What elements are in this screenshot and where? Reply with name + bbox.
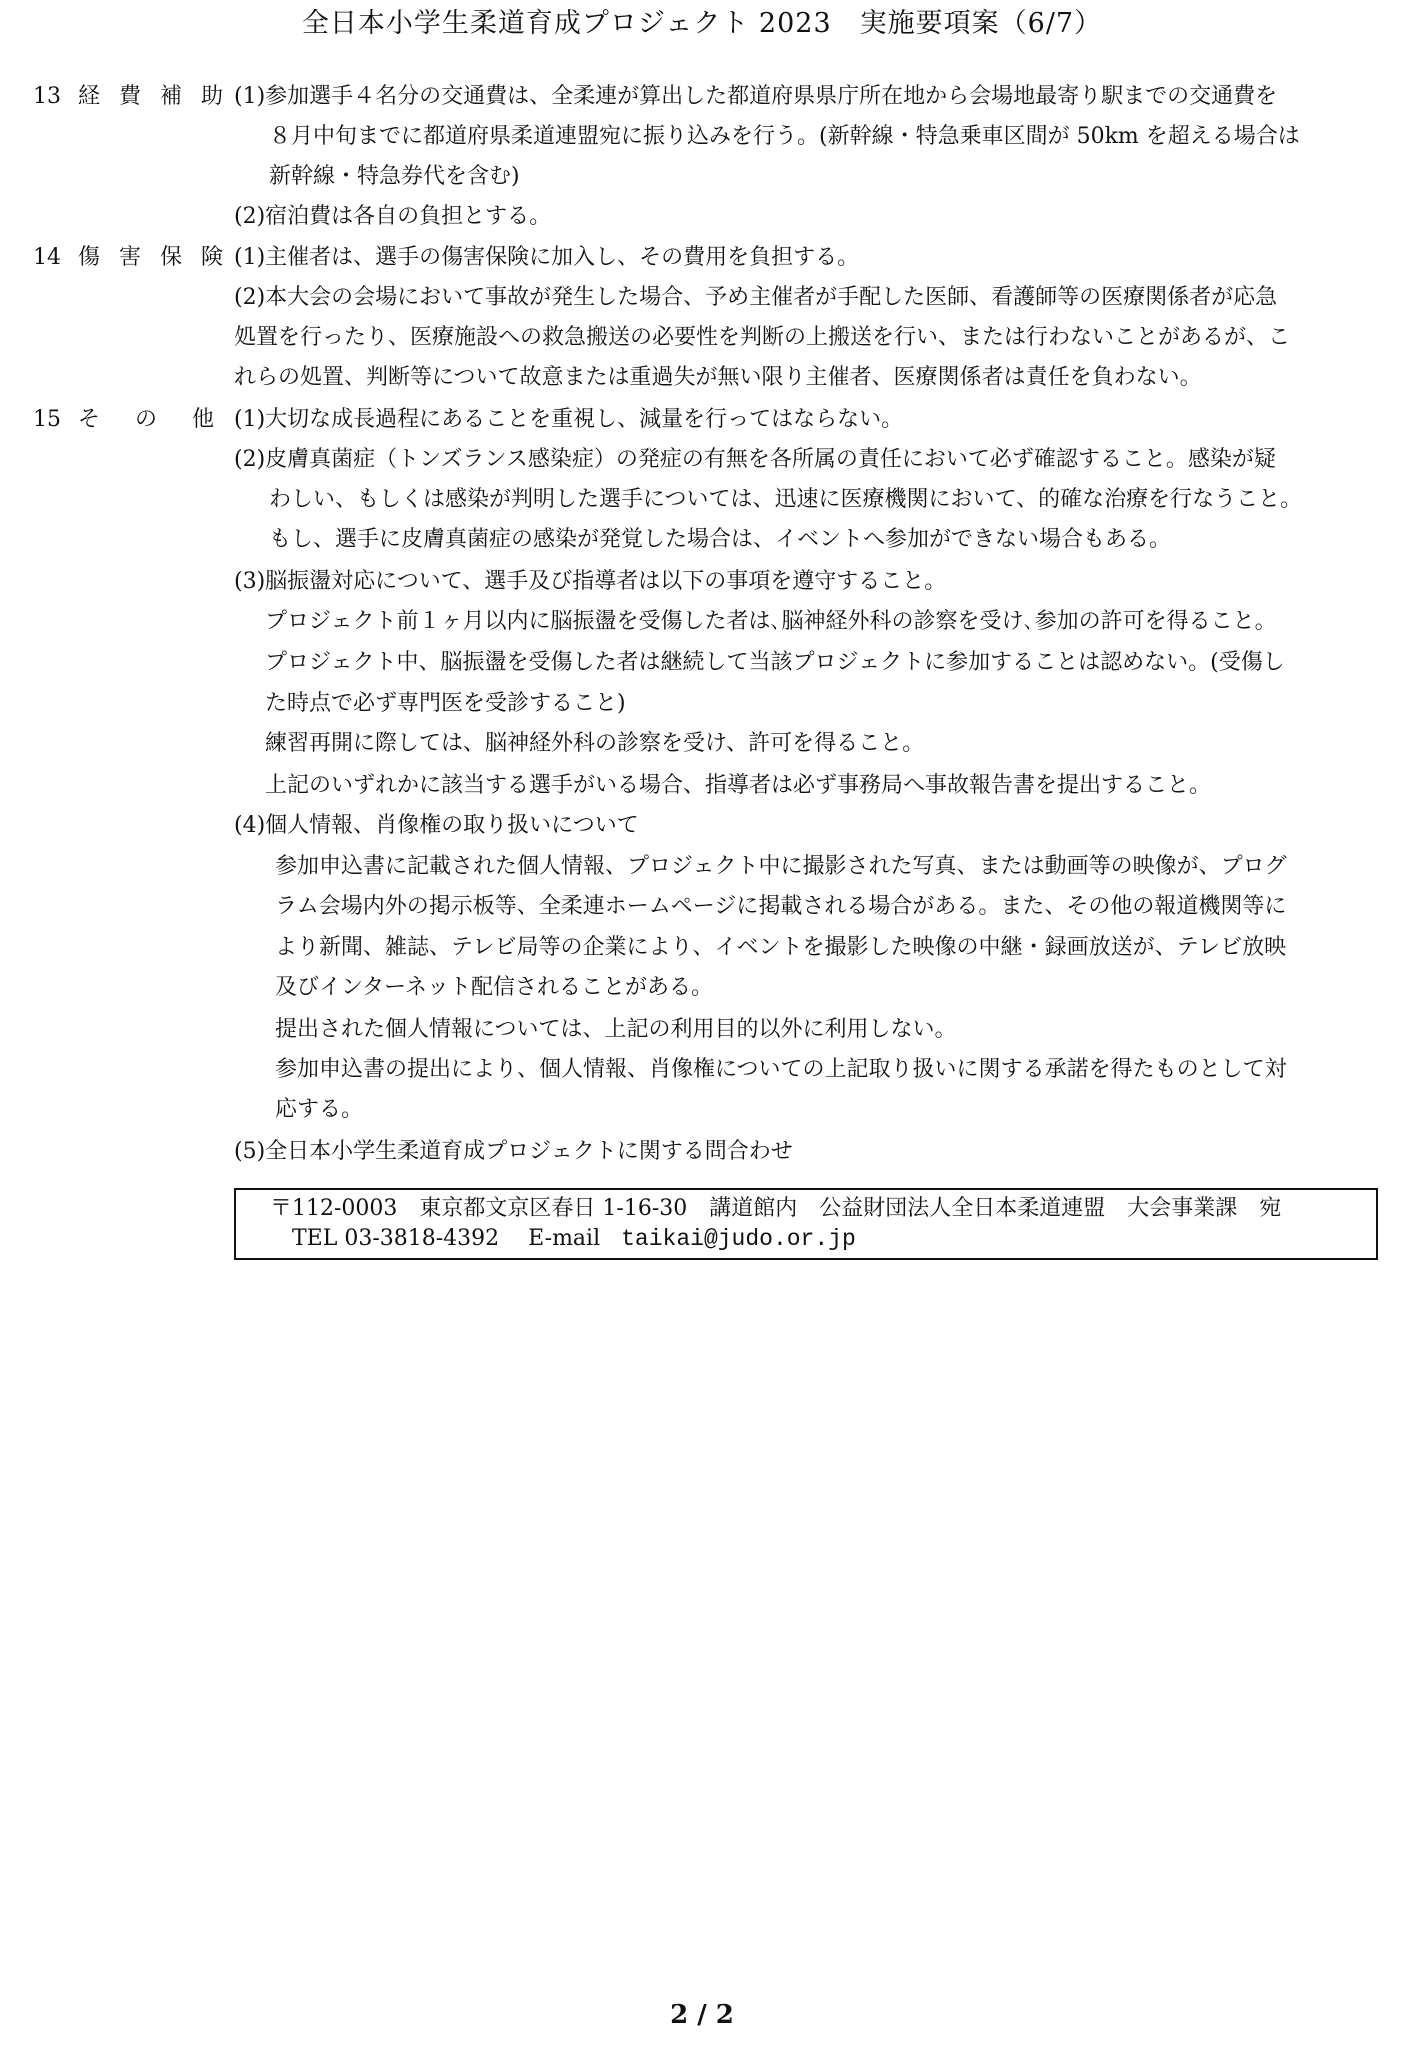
section-line: ラム会場内外の掲示板等、全柔連ホームページに掲載される場合がある。また、その他の報道機関等に	[275, 894, 1287, 919]
section-line: 提出された個人情報については、上記の利用目的以外に利用しない。	[275, 1017, 957, 1042]
section-label: そ の 他	[78, 407, 228, 432]
section-14-heading-row	[0, 238, 1404, 278]
section-line: た時点で必ず専門医を受診すること)	[265, 691, 626, 716]
contact-tel: TEL 03-3818-4392 E-mail	[292, 1226, 601, 1251]
section-line: 上記のいずれかに該当する選手がいる場合、指導者は必ず事務局へ事故報告書を提出すること。	[265, 773, 1212, 798]
section-line: れらの処置、判断等について故意または重過失が無い限り主催者、医療関係者は責任を負わない。	[234, 365, 1202, 390]
section-line: 新幹線・特急券代を含む)	[269, 164, 520, 189]
section-line: より新聞、雑誌、テレビ局等の企業により、イベントを撮影した映像の中継・録画放送が、テレビ放映	[275, 935, 1287, 960]
contact-tel-line	[292, 1224, 856, 1254]
contact-box	[234, 1188, 1378, 1260]
page-number: 2 / 2	[670, 2000, 734, 2030]
section-line: プロジェクト前１ヶ月以内に脳振盪を受傷した者は､脳神経外科の診察を受け､参加の許可を得ること。	[265, 609, 1277, 634]
section-line: ８月中旬までに都道府県柔道連盟宛に振り込みを行う。(新幹線・特急乗車区間が 50km を超える場合は	[269, 124, 1300, 149]
section-line: 応する。	[275, 1097, 364, 1122]
section-line: 参加申込書の提出により、個人情報、肖像権についての上記取り扱いに関する承諾を得たものとして対	[275, 1057, 1287, 1082]
section-line: (2)皮膚真菌症（トンズランス感染症）の発症の有無を各所属の責任において必ず確認すること。感染が疑	[234, 447, 1276, 472]
section-line: (1)参加選手４名分の交通費は、全柔連が算出した都道府県県庁所在地から会場地最寄り駅までの交通費を	[234, 84, 1278, 109]
section-13-heading-row	[0, 77, 1404, 117]
contact-address: 〒112-0003 東京都文京区春日 1-16-30 講道館内 公益財団法人全日本柔道連盟 大会事業課 宛	[270, 1196, 1282, 1221]
section-label: 傷 害 保 険	[78, 245, 229, 270]
contact-email[interactable]: taikai@judo.or.jp	[621, 1226, 856, 1252]
section-line: (4)個人情報、肖像権の取り扱いについて	[234, 813, 639, 838]
section-line: (2)本大会の会場において事故が発生した場合、予め主催者が手配した医師、看護師等の医療関係者が応急	[234, 285, 1278, 310]
section-line: (1)大切な成長過程にあることを重視し、減量を行ってはならない。	[234, 407, 904, 432]
section-line: (3)脳振盪対応について、選手及び指導者は以下の事項を遵守すること。	[234, 569, 947, 594]
section-line: (1)主催者は、選手の傷害保険に加入し、その費用を負担する。	[234, 245, 860, 270]
section-line: 練習再開に際しては、脳神経外科の診察を受け、許可を得ること。	[265, 731, 925, 756]
section-line: わしい、もしくは感染が判明した選手については、迅速に医療機関において、的確な治療を行なうこと。	[269, 487, 1303, 512]
section-15-heading-row	[0, 400, 1404, 440]
section-number: 13	[33, 84, 61, 109]
section-line: 参加申込書に記載された個人情報、プロジェクト中に撮影された写真、または動画等の映像が、プログ	[275, 854, 1287, 879]
section-line: 処置を行ったり、医療施設への救急搬送の必要性を判断の上搬送を行い、または行わないことがあるが、こ	[234, 325, 1291, 350]
section-line: (2)宿泊費は各自の負担とする。	[234, 204, 552, 229]
page-title: 全日本小学生柔道育成プロジェクト 2023 実施要項案（6/7）	[301, 8, 1103, 39]
section-line: プロジェクト中、脳振盪を受傷した者は継続して当該プロジェクトに参加することは認めない。(受傷し	[265, 650, 1285, 675]
section-number: 14	[33, 245, 61, 270]
section-line: 及びインターネット配信されることがある。	[275, 975, 714, 1000]
section-line: (5)全日本小学生柔道育成プロジェクトに関する問合わせ	[234, 1139, 793, 1164]
section-number: 15	[33, 407, 61, 432]
section-line: もし、選手に皮膚真菌症の感染が発覚した場合は、イベントへ参加ができない場合もある。	[269, 527, 1172, 552]
section-label: 経 費 補 助	[78, 84, 229, 109]
